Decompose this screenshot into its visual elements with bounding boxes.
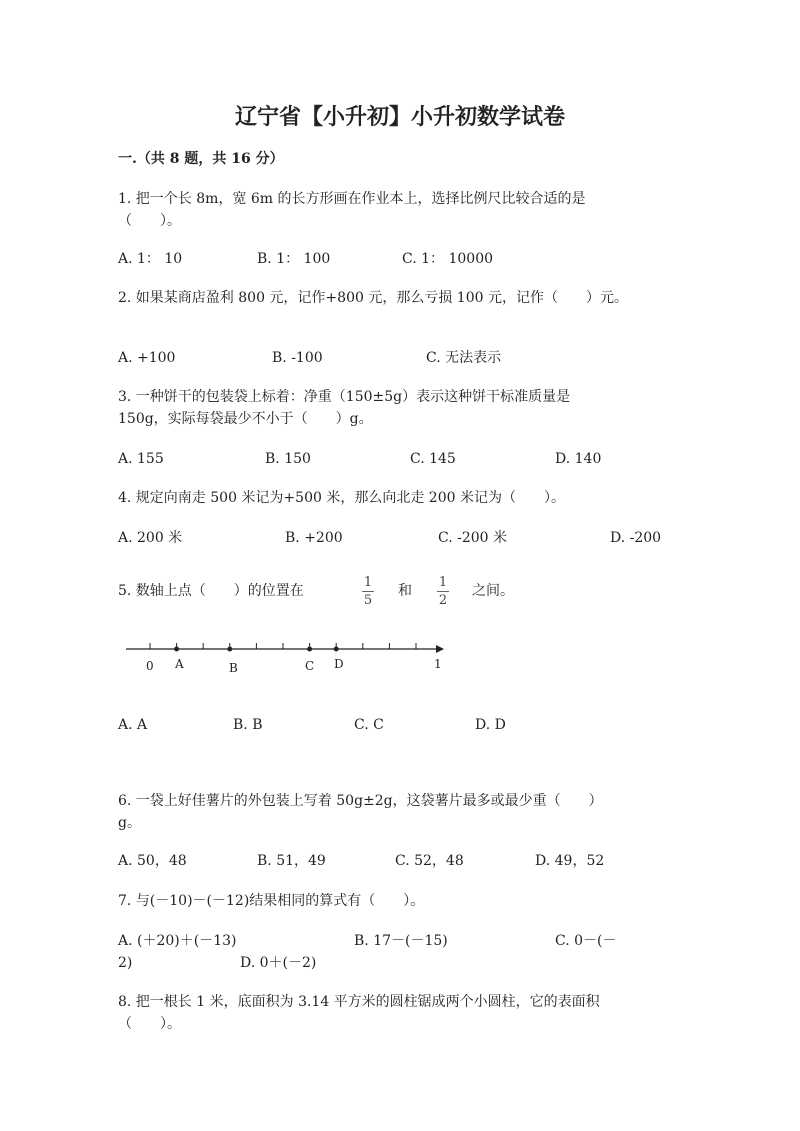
q4-option-d: D. -200 [610, 530, 662, 546]
q6-text: 6. 一袋上好佳薯片的外包装上写着 50g±2g，这袋薯片最多或最少重（ ） [118, 793, 603, 809]
number-line-point [175, 647, 179, 651]
q2-option-b: B. -100 [272, 350, 323, 366]
q1-text-2: （ ）。 [118, 213, 181, 229]
q4-option-b: B. +200 [285, 530, 343, 546]
q6-option-c: C. 52，48 [395, 853, 464, 869]
q7-option-d: D. 0＋(－2) [240, 955, 317, 971]
number-line-label-0: 0 [146, 659, 154, 673]
q1-option-b: B. 1： 100 [257, 251, 331, 267]
q7-text: 7. 与(－10)－(－12)结果相同的算式有（ ）。 [118, 893, 425, 909]
q4-option-c: C. -200 米 [438, 530, 508, 546]
q3-option-d: D. 140 [555, 451, 602, 467]
number-line-label-a: A [175, 657, 184, 671]
q5-text: 5. 数轴上点（ ）的位置在 [118, 583, 304, 599]
number-line-label-d: D [334, 657, 344, 671]
q7-option-a: A. (＋20)＋(－13) [118, 933, 237, 949]
q1-text: 1. 把一个长 8m，宽 6m 的长方形画在作业本上，选择比例尺比较合适的是 [118, 191, 586, 207]
fraction-one-half: 1 2 [438, 575, 448, 608]
q1-option-c: C. 1： 10000 [402, 251, 494, 267]
q5-option-a: A. A [118, 717, 148, 733]
q5-option-d: D. D [475, 717, 506, 733]
number-line-label-b: B [229, 661, 238, 675]
number-line-label-c: C [305, 659, 315, 673]
page-title: 辽宁省【小升初】小升初数学试卷 [234, 104, 565, 130]
q2-text: 2. 如果某商店盈利 800 元，记作+800 元，那么亏损 100 元，记作（ ）元。 [118, 290, 628, 306]
q4-text: 4. 规定向南走 500 米记为+500 米，那么向北走 200 米记为（ ）。 [118, 490, 565, 506]
q1-option-a: A. 1： 10 [118, 251, 183, 267]
q6-option-d: D. 49，52 [535, 853, 605, 869]
section-heading: 一.（共 8 题，共 16 分） [118, 151, 284, 167]
q5-text-and: 和 [398, 583, 412, 599]
q5-option-c: C. C [354, 717, 384, 733]
q5-text-between: 之间。 [472, 583, 514, 599]
q7-option-b: B. 17－(－15) [354, 933, 448, 949]
fraction-one-fifth: 1 5 [363, 575, 373, 608]
q7-option-c-cont: 2) [118, 955, 133, 971]
q3-option-b: B. 150 [265, 451, 311, 467]
q7-option-c: C. 0－(－ [555, 933, 617, 949]
q8-text: 8. 把一根长 1 米，底面积为 3.14 平方米的圆柱锯成两个小圆柱，它的表面积 [118, 994, 600, 1010]
q3-option-a: A. 155 [118, 451, 164, 467]
q3-text: 3. 一种饼干的包装袋上标着：净重（150±5g）表示这种饼干标准质量是 [118, 389, 571, 405]
number-line-point [334, 647, 338, 651]
q5-option-b: B. B [233, 717, 263, 733]
q6-option-a: A. 50，48 [118, 853, 187, 869]
q8-text-2: （ ）。 [118, 1016, 181, 1032]
number-line-label-1: 1 [434, 657, 442, 671]
q4-option-a: A. 200 米 [118, 530, 183, 546]
q2-option-a: A. +100 [118, 350, 176, 366]
q6-option-b: B. 51，49 [257, 853, 326, 869]
q2-option-c: C. 无法表示 [426, 350, 502, 366]
q3-text-2: 150g，实际每袋最少不小于（ ）g。 [118, 411, 373, 427]
q6-text-2: g。 [118, 815, 141, 831]
number-line-point [228, 647, 232, 651]
number-line-point [308, 647, 312, 651]
q3-option-c: C. 145 [410, 451, 456, 467]
